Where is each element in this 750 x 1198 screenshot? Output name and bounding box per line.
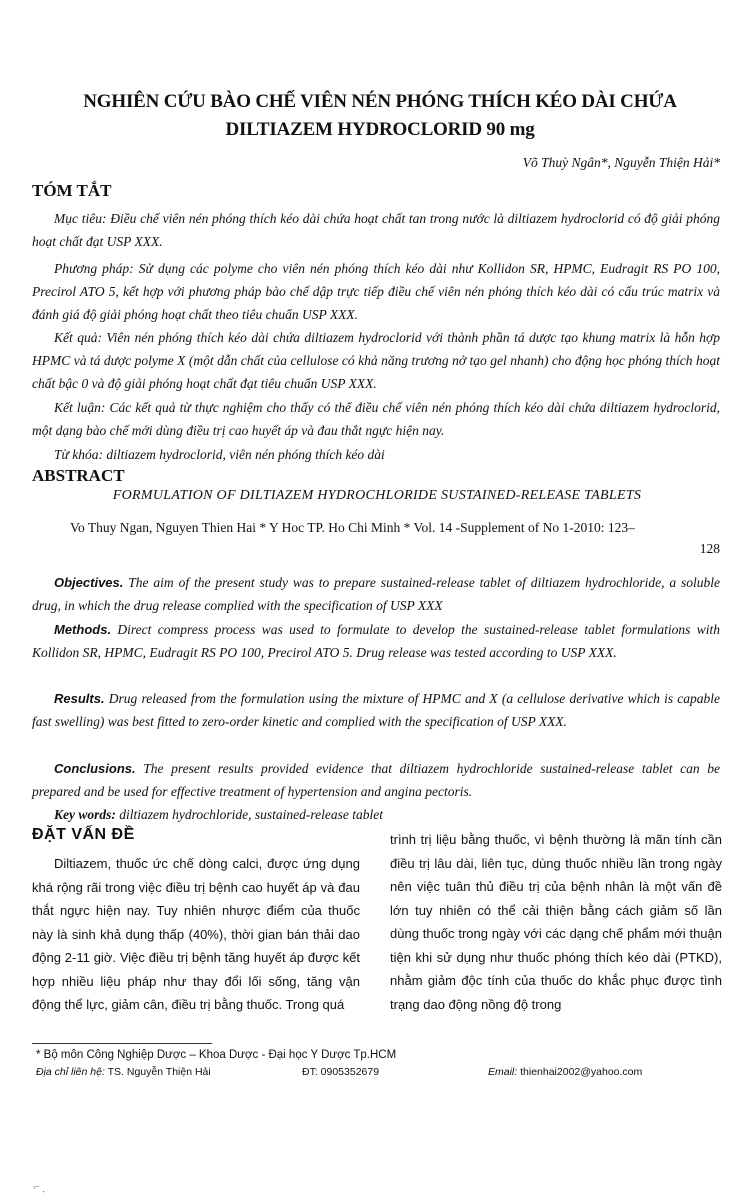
phuongphap-label: Phương pháp: [54, 261, 134, 276]
heading-abstract: ABSTRACT [32, 466, 125, 485]
corner-scan-mark: ⌐ ˎ [34, 1182, 46, 1193]
ketluan-text: Các kết quả từ thực nghiệm cho thấy có thể điều chế viên nén phóng thích kéo dài chứa diltiazem hydroclorid, một dạng bào chế mới dùng điều trị cao huyết áp và đau thắt ngực hiện nay. [32, 400, 721, 438]
tomtat-phuongphap [32, 257, 720, 326]
email-label: Email: [488, 1066, 518, 1078]
tomtat-ketluan [32, 396, 720, 442]
tukhoa-text: diltiazem hydroclorid, viên nén phóng thích kéo dài [106, 447, 385, 462]
muctieu-label: Mục tiêu: [54, 211, 107, 226]
contact-label: Địa chỉ liên hệ: [36, 1066, 105, 1078]
abstract-citation-end: 128 [699, 541, 720, 556]
tukhoa-label: Từ khóa: [54, 447, 103, 462]
keywords-text: diltiazem hydrochloride, sustained-release tablet [119, 807, 383, 822]
results-label: Results. [54, 691, 105, 706]
footnote-contact [36, 1066, 211, 1078]
abstract-title: FORMULATION OF DILTIAZEM HYDROCHLORIDE SUSTAINED-RELEASE TABLETS [112, 488, 642, 503]
methods-label: Methods. [54, 622, 112, 637]
tomtat-muctieu [32, 207, 720, 253]
footnote-phone: ĐT: 0905352679 [302, 1066, 380, 1078]
abstract-conclusions [32, 757, 720, 803]
phuongphap-text: Sử dụng các polyme cho viên nén phóng thích kéo dài như Kollidon SR, HPMC, Eudragit RS PO 100, Precirol ATO 5, kết hợp với phương pháp bào chế dập trực tiếp điều chế viên nén phóng thích kéo dài có cấu trúc matrix và đánh giá độ giải phóng hoạt chất theo tiêu chuẩn USP XXX. [32, 261, 721, 322]
authors: Võ Thuỳ Ngân*, Nguyễn Thiện Hải* [522, 155, 720, 170]
footnote-email [488, 1066, 642, 1078]
results-text: Drug released from the formulation using the mixture of HPMC and X (a cellulose derivative which is capable fast swelling) was best fitted to zero-order kinetic and complied with the specification of USP XXX. [32, 691, 721, 729]
title-line-1: NGHIÊN CỨU BÀO CHẾ VIÊN NÉN PHÓNG THÍCH KÉO DÀI CHỨA [83, 91, 677, 112]
conclusions-text: The present results provided evidence that diltiazem hydrochloride sustained-release tablet can be prepared and be used for effective treatment of hypertension and angina pectoris. [32, 761, 720, 799]
methods-text: Direct compress process was used to formulate to develop the sustained-release tablet formulations with Kollidon SR, HPMC, Eudragit RS PO 100, Precirol ATO 5. Drug release was tested according to USP XXX. [32, 622, 720, 660]
abstract-citation: Vo Thuy Ngan, Nguyen Thien Hai * Y Hoc TP. Ho Chi Minh * Vol. 14 -Supplement of No 1-2010: 123– [70, 520, 635, 535]
email-address: thienhai2002@yahoo.com [520, 1066, 643, 1078]
abstract-keywords [32, 803, 720, 826]
keywords-label: Key words: [54, 807, 116, 822]
intro-left-column: Diltiazem, thuốc ức chế dòng calci, được ứng dụng khá rộng rãi trong việc điều trị bệnh cao huyết áp và đau thắt ngực hiện nay. Tuy nhiên nhược điểm của thuốc này là sinh khả dụng thấp (40%), thời gian bán thải dao động 2-11 giờ. Việc điều trị bệnh tăng huyết áp được kết hợp nhiều liệu pháp như thay đổi lối sống, tăng vận động thể lực, giảm cân, điều trị bằng thuốc. Trong quá [32, 856, 360, 1012]
muctieu-text: Điều chế viên nén phóng thích kéo dài chứa hoạt chất tan trong nước là diltiazem hydroclorid có độ giải phóng hoạt chất đạt USP XXX. [32, 211, 721, 249]
heading-datvande: ĐẶT VẤN ĐỀ [32, 826, 135, 843]
tomtat-ketqua [32, 326, 720, 395]
title-line-2: DILTIAZEM HYDROCLORID 90 mg [225, 119, 535, 140]
heading-tomtat: TÓM TẮT [32, 181, 112, 200]
abstract-methods [32, 618, 720, 664]
footnote-rule [32, 1043, 212, 1044]
conclusions-label: Conclusions. [54, 761, 136, 776]
tomtat-tukhoa [32, 443, 720, 466]
intro-right-column: trình trị liệu bằng thuốc, vì bệnh thường là mãn tính cần điều trị lâu dài, liên tục, dùng thuốc nhiều lần trong ngày nên việc tuân thủ điều trị của bệnh nhân là một vấn đề lớn tuy nhiên có thể cải thiện bằng cách giảm số lần dùng thuốc trong ngày với các dạng chế phẩm mới thuận tiện khi sử dụng như thuốc phóng thích kéo dài (PTKD), nhằm giảm độc tính của thuốc do khắc phục được tình trạng dao động nồng độ trong [390, 832, 722, 1012]
ketluan-label: Kết luận: [54, 400, 106, 415]
abstract-results [32, 687, 720, 733]
contact-name: TS. Nguyễn Thiện Hải [107, 1066, 211, 1078]
ketqua-text: Viên nén phóng thích kéo dài chứa diltiazem hydroclorid với thành phần tá dược tạo khung matrix là hỗn hợp HPMC và tá dược polyme X (một dẫn chất của cellulose có khả năng trương nở tạo gel nhanh) cho động học phóng thích hoạt chất bậc 0 và độ giải phóng hoạt chất đạt tiêu chuẩn USP XXX. [32, 330, 720, 391]
abstract-objectives [32, 571, 720, 617]
objectives-text: The aim of the present study was to prepare sustained-release tablet of diltiazem hydrochloride, a soluble drug, in which the drug release complied with the specification of USP XXX [32, 575, 721, 613]
ketqua-label: Kết quả: [54, 330, 102, 345]
footnote-affiliation: * Bộ môn Công Nghiệp Dược – Khoa Dược - Đại học Y Dược Tp.HCM [36, 1049, 397, 1061]
objectives-label: Objectives. [54, 575, 124, 590]
article-title [40, 88, 720, 144]
